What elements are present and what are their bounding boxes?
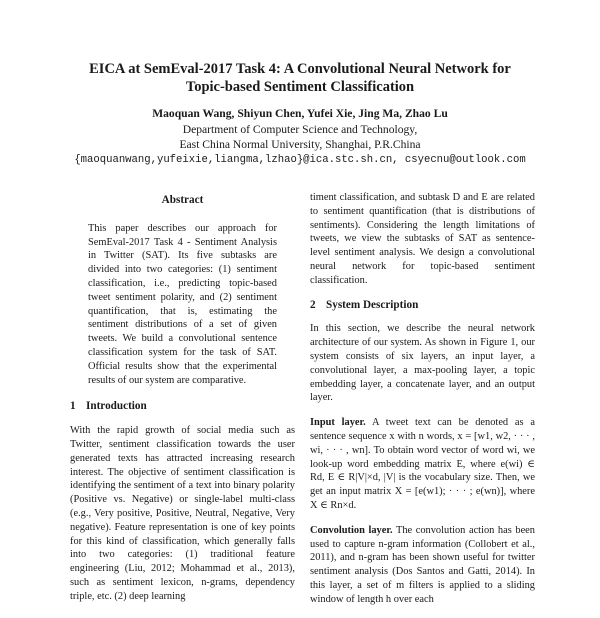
author-emails: {maoquanwang,yufeixie,liangma,lzhao}@ica.stc.sh.cn, csyecnu@outlook.com — [74, 153, 526, 166]
section-number: 1 — [70, 400, 76, 413]
paper-title — [0, 60, 600, 96]
section-number: 2 — [310, 298, 316, 311]
section-heading-introduction — [70, 400, 295, 414]
convolution-layer-heading: Convolution layer. — [310, 524, 393, 536]
author-block — [0, 106, 600, 168]
section-heading-system-description — [310, 299, 535, 313]
convolution-layer-paragraph — [310, 524, 535, 607]
section-title: System Description — [326, 298, 419, 311]
input-layer-heading: Input layer. — [310, 417, 366, 429]
input-layer-text: A tweet text can be denoted as a sentence sequence x with n words, x = [w1, w2, · · · , wi, · · · , wn]. To obtain word vector of word wi, we look-up word embedding matrix E, where e(wi) ∈ Rd, E ∈ R|V|×d, |V| is the vocabulary size. Then, we get an input matrix X = [e(w1); · · · ; e(wn)], where X ∈ Rn×d. — [310, 417, 535, 511]
convolution-layer-text: The convolution action has been used to capture n-gram information (Collobert et al., 2011), and n-gram has been shown useful for twitter sentiment analysis (Dos Santos and Gatti, 2014). In this layer, a set of m filters is applied to a sliding window of length h over each — [310, 524, 535, 605]
introduction-paragraph: With the rapid growth of social media such as Twitter, sentiment classification towards the user generated texts has attracted increasing research interest. The objective of sentiment classification is identifying the sentiment of a text into binary polarity (Positive vs. Negative) or single-label multi-class (e.g., Very positive, Positive, Neutral, Negative, Very negative). Feature representation is one of key points for this kind of classification, which generally falls into two categories: (1) traditional feature engineering (Liu, 2012; Mohammad et al., 2013), such as sentiment lexicon, n-grams, dependency triple, etc. (2) deep learning — [70, 425, 295, 602]
abstract-text: This paper describes our approach for SemEval-2017 Task 4 - Sentiment Analysis in Twitter (SAT). Its five subtasks are divided into two categories: (1) sentiment classification, i.e., predicting topic-based tweet sentiment polarity, and (2) sentiment quantification, that is, estimating the sentiment distributions of a set of given tweets. We build a convolutional sentence classification system for the task of SAT. Official results show that the experimental results of our system are comparative. — [88, 222, 277, 386]
system-description-paragraph: In this section, we describe the neural network architecture of our system. As shown in Figure 1, our system consists of six layers, an input layer, a convolutional layer, a max-pooling layer, a topic embedding layer, a concatenate layer, and an output layer. — [310, 323, 535, 404]
title-line-2: Topic-based Sentiment Classification — [185, 79, 415, 95]
abstract-heading: Abstract — [161, 194, 204, 206]
author-names: Maoquan Wang, Shiyun Chen, Yufei Xie, Jing Ma, Zhao Lu — [152, 107, 448, 120]
title-line-1: EICA at SemEval-2017 Task 4: A Convolutional Neural Network for — [89, 61, 511, 77]
intro-continuation-paragraph: timent classification, and subtask D and E are related to sentiment quantification (that is distributions of sentiments). Considering the length limitations of tweets, we view the subtasks of SAT as sentence-level sentiment analysis. We design a convolutional neural network for topic-based sentiment classification. — [310, 192, 535, 286]
left-column — [70, 194, 295, 615]
affiliation-line-2: East China Normal University, Shanghai, P.R.China — [179, 138, 421, 151]
right-column — [310, 191, 535, 618]
affiliation-line-1: Department of Computer Science and Technology, — [182, 122, 418, 136]
input-layer-paragraph — [310, 416, 535, 513]
section-title: Introduction — [86, 400, 147, 413]
